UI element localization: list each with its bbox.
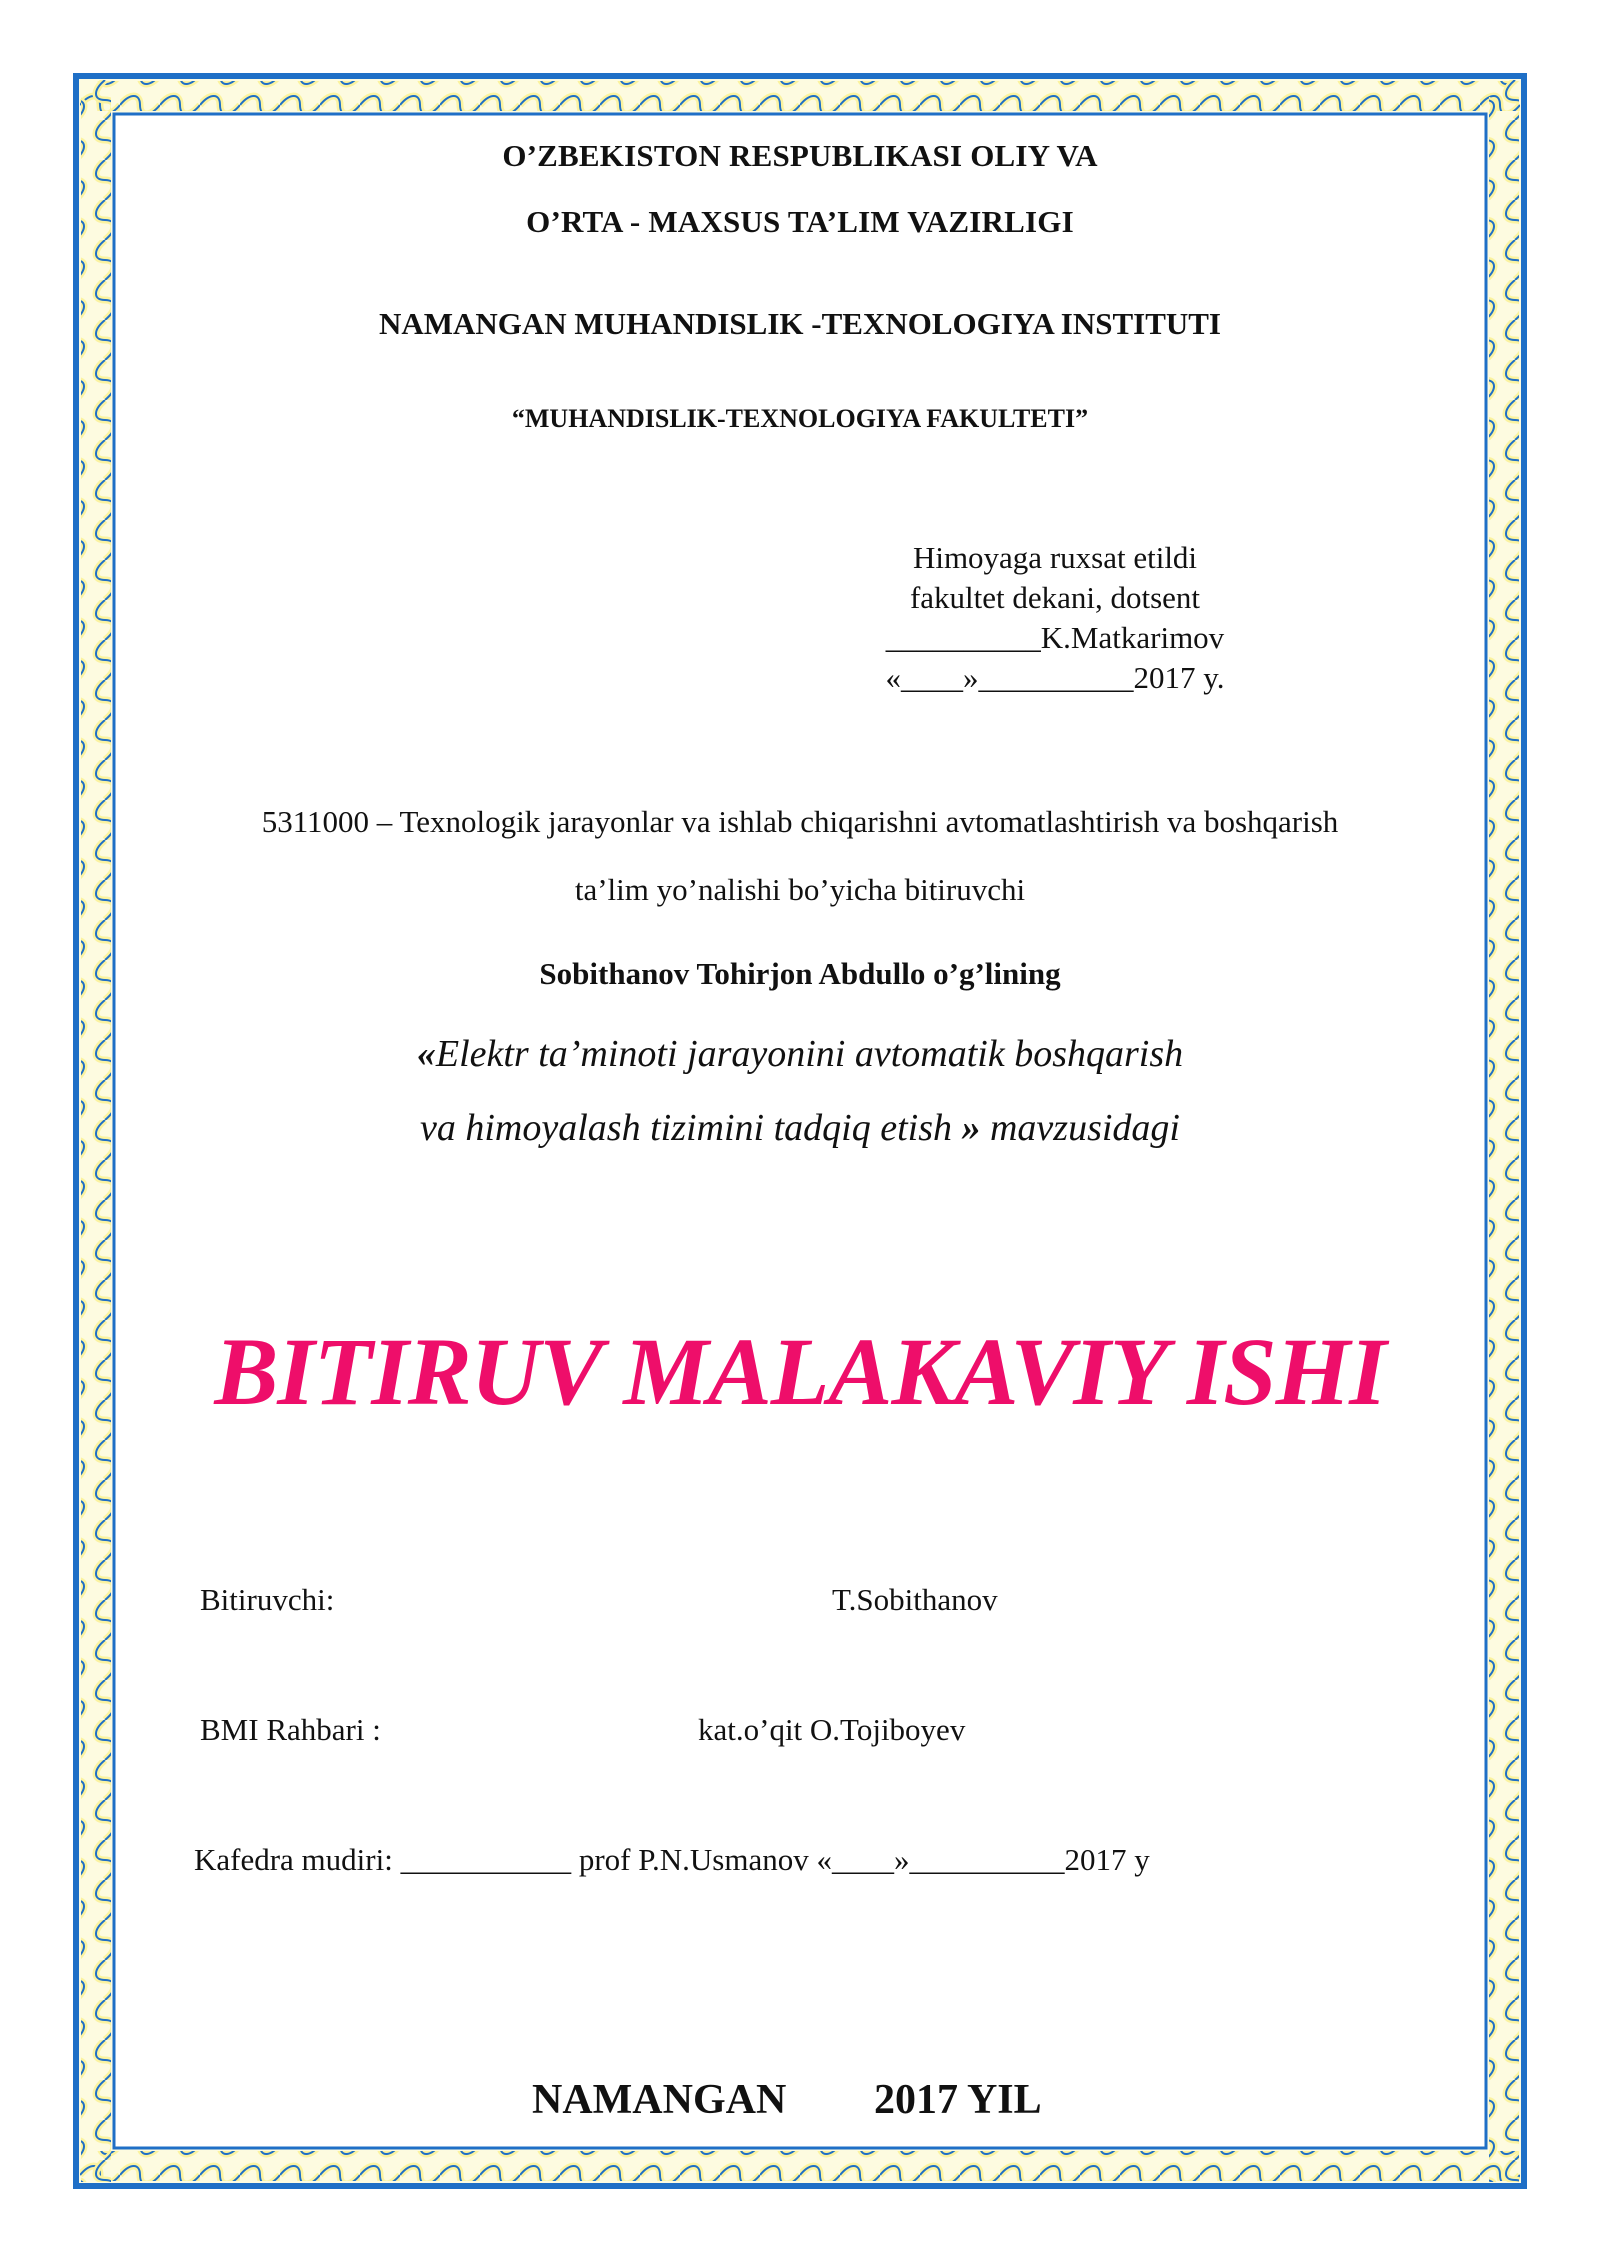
faculty-name: “MUHANDISLIK-TEXNOLOGIYA FAKULTETI” <box>511 404 1089 433</box>
topic-line-2-suffix: mavzusidagi <box>980 1107 1180 1149</box>
footer-year: 2017 YIL <box>874 2077 1042 2123</box>
topic-close-quote: » <box>961 1107 981 1149</box>
graduate-label: Bitiruvchi: <box>200 1582 335 1617</box>
approval-line-4: «____»__________2017 y. <box>885 660 1225 695</box>
graduate-name: T.Sobithanov <box>832 1582 998 1617</box>
ministry-line-2: O’RTA - MAXSUS TA’LIM VAZIRLIGI <box>526 204 1074 239</box>
topic-open-quote: « <box>416 1033 436 1075</box>
footer-city: NAMANGAN <box>532 2077 787 2123</box>
approval-block <box>805 538 1305 698</box>
topic-line-1 <box>120 1032 1480 1076</box>
institute-name: NAMANGAN MUHANDISLIK -TEXNOLOGIYA INSTITUTI <box>378 306 1221 341</box>
ministry-line-1: O’ZBEKISTON RESPUBLIKASI OLIY VA <box>502 138 1098 173</box>
student-name: Sobithanov Tohirjon Abdullo o’g’lining <box>539 956 1061 991</box>
direction-line-2: ta’lim yo’nalishi bo’yicha bitiruvchi <box>574 872 1026 907</box>
supervisor-name: kat.o’qit O.Tojiboyev <box>698 1712 966 1747</box>
department-head-line: Kafedra mudiri: ___________ prof P.N.Usmanov «____»__________2017 y <box>194 1842 1150 1877</box>
topic-line-2-text: va himoyalash tizimini tadqiq etish <box>420 1107 962 1149</box>
title-page <box>120 120 1480 2142</box>
approval-line-3: __________K.Matkarimov <box>885 620 1225 655</box>
supervisor-label: BMI Rahbari : <box>200 1712 381 1747</box>
direction-line-1: 5311000 – Texnologik jarayonlar va ishlab chiqarishni avtomatlashtirish va boshqarish <box>261 804 1339 839</box>
approval-line-2: fakultet dekani, dotsent <box>909 580 1201 615</box>
document-title: BITIRUV MALAKAVIY ISHI <box>214 1318 1386 1425</box>
topic-line-1-text: Elektr ta’minoti jarayonini avtomatik boshqarish <box>435 1033 1184 1075</box>
approval-line-1: Himoyaga ruxsat etildi <box>912 540 1198 575</box>
topic-line-2 <box>120 1106 1480 1150</box>
